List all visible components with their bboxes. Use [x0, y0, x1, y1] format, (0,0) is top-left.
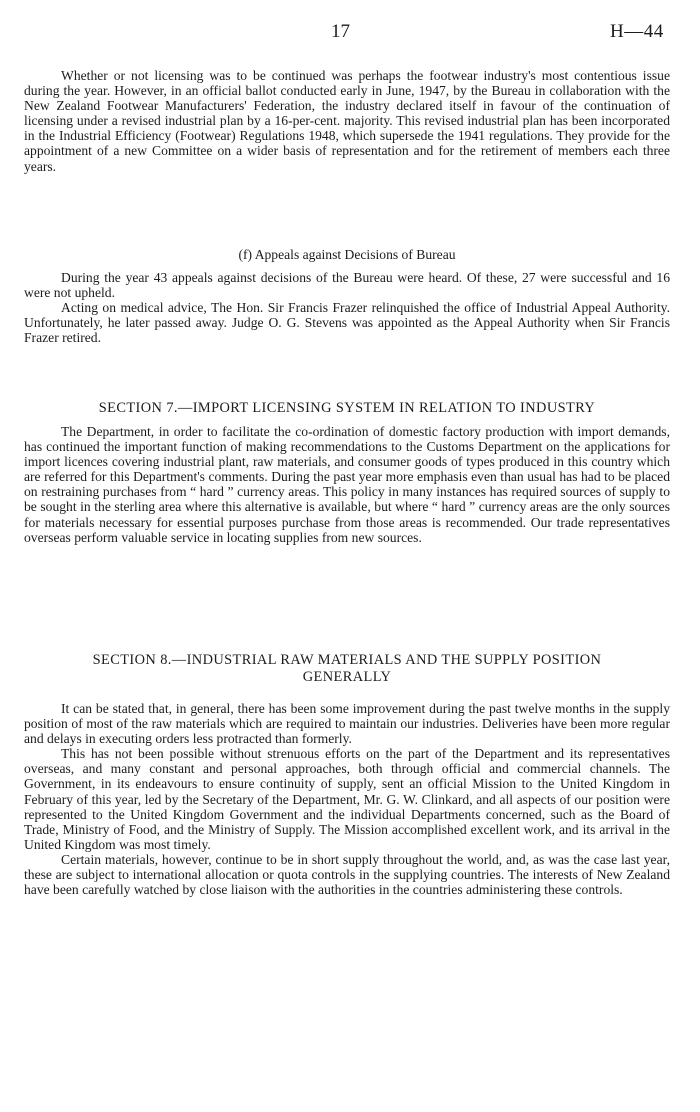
body-paragraph: During the year 43 appeals against decisions of the Bureau were heard. Of these, 27 were successful and 16 were not upheld.	[24, 270, 670, 301]
body-paragraph: The Department, in order to facilitate the co-ordination of domestic factory production with import demands, has continued the important function of making recommendations to the Customs Department on the applications for import licences covering industrial plant, raw materials, and consumer goods of types produced in this country which are referred for this Department's comments. During the past year more emphasis even than usual has had to be placed on restraining purchases from “ hard ” currency areas. This policy in many instances has required sources of supply to be sought in the sterling area where this alternative is available, but where “ hard ” currency areas are the only sources for materials necessary for essential purposes purchase from those areas is recommended. Our trade representatives overseas perform valuable service in locating supplies from new sources.	[24, 424, 670, 545]
section-8-heading	[24, 652, 670, 685]
paragraph-footwear-licensing	[24, 68, 670, 174]
body-paragraph: Certain materials, however, continue to be in short supply throughout the world, and, as was the case last year, these are subject to international allocation or quota controls in the supplying countries. The interests of New Zealand have been carefully watched by close liaison with the authorities in the countries administering these controls.	[24, 851, 670, 898]
section-8-heading-line-2: GENERALLY	[302, 668, 392, 685]
body-paragraph: It can be stated that, in general, there has been some improvement during the past twelve months in the supply position of most of the raw materials which are required to maintain our industries. Deliveries have been more regular and delays in executing orders less protracted than formerly.	[24, 701, 670, 747]
section-7-body	[24, 424, 670, 545]
section-8-body	[24, 701, 670, 897]
section-7-heading: SECTION 7.—IMPORT LICENSING SYSTEM IN RELATION TO INDUSTRY	[98, 400, 596, 416]
section-8-heading-line-1: SECTION 8.—INDUSTRIAL RAW MATERIALS AND THE SUPPLY POSITION	[92, 652, 602, 668]
body-paragraph: Acting on medical advice, The Hon. Sir Francis Frazer relinquished the office of Industrial Appeal Authority. Unfortunately, he later passed away. Judge O. G. Stevens was appointed as the Appeal Authority when Sir Francis Frazer retired.	[24, 300, 670, 346]
document-reference: H—44	[610, 21, 664, 42]
page-number: 17	[331, 21, 350, 42]
appeals-section-body	[24, 270, 670, 345]
body-paragraph: This has not been possible without strenuous efforts on the part of the Department and its representatives overseas, and many constant and personal approaches, both through official and commercial channels. The Government, in its endeavours to ensure continuity of supply, sent an official Mission to the United Kingdom in February of this year, led by the Secretary of the Department, Mr. G. W. Clinkard, and all aspects of our position were represented to the United Kingdom Government and the individual Departments concerned, such as the Board of Trade, Ministry of Food, and the Ministry of Supply. The Mission accomplished excellent work, and its arrival in the United Kingdom was most timely.	[24, 746, 670, 852]
body-paragraph: Whether or not licensing was to be continued was perhaps the footwear industry's most contentious issue during the year. However, in an official ballot conducted early in June, 1947, by the Bureau in collaboration with the New Zealand Footwear Manufacturers' Federation, the industry declared itself in favour of the continuation of licensing under a revised industrial plan by a 16-per-cent. majority. This revised industrial plan has been incorporated in the Industrial Efficiency (Footwear) Regulations 1948, which supersede the 1941 regulations. They provide for the appointment of a new Committee on a wider basis of representation and for the retirement of members each three years.	[24, 68, 670, 174]
subsection-heading-appeals: (f) Appeals against Decisions of Bureau	[238, 247, 456, 262]
